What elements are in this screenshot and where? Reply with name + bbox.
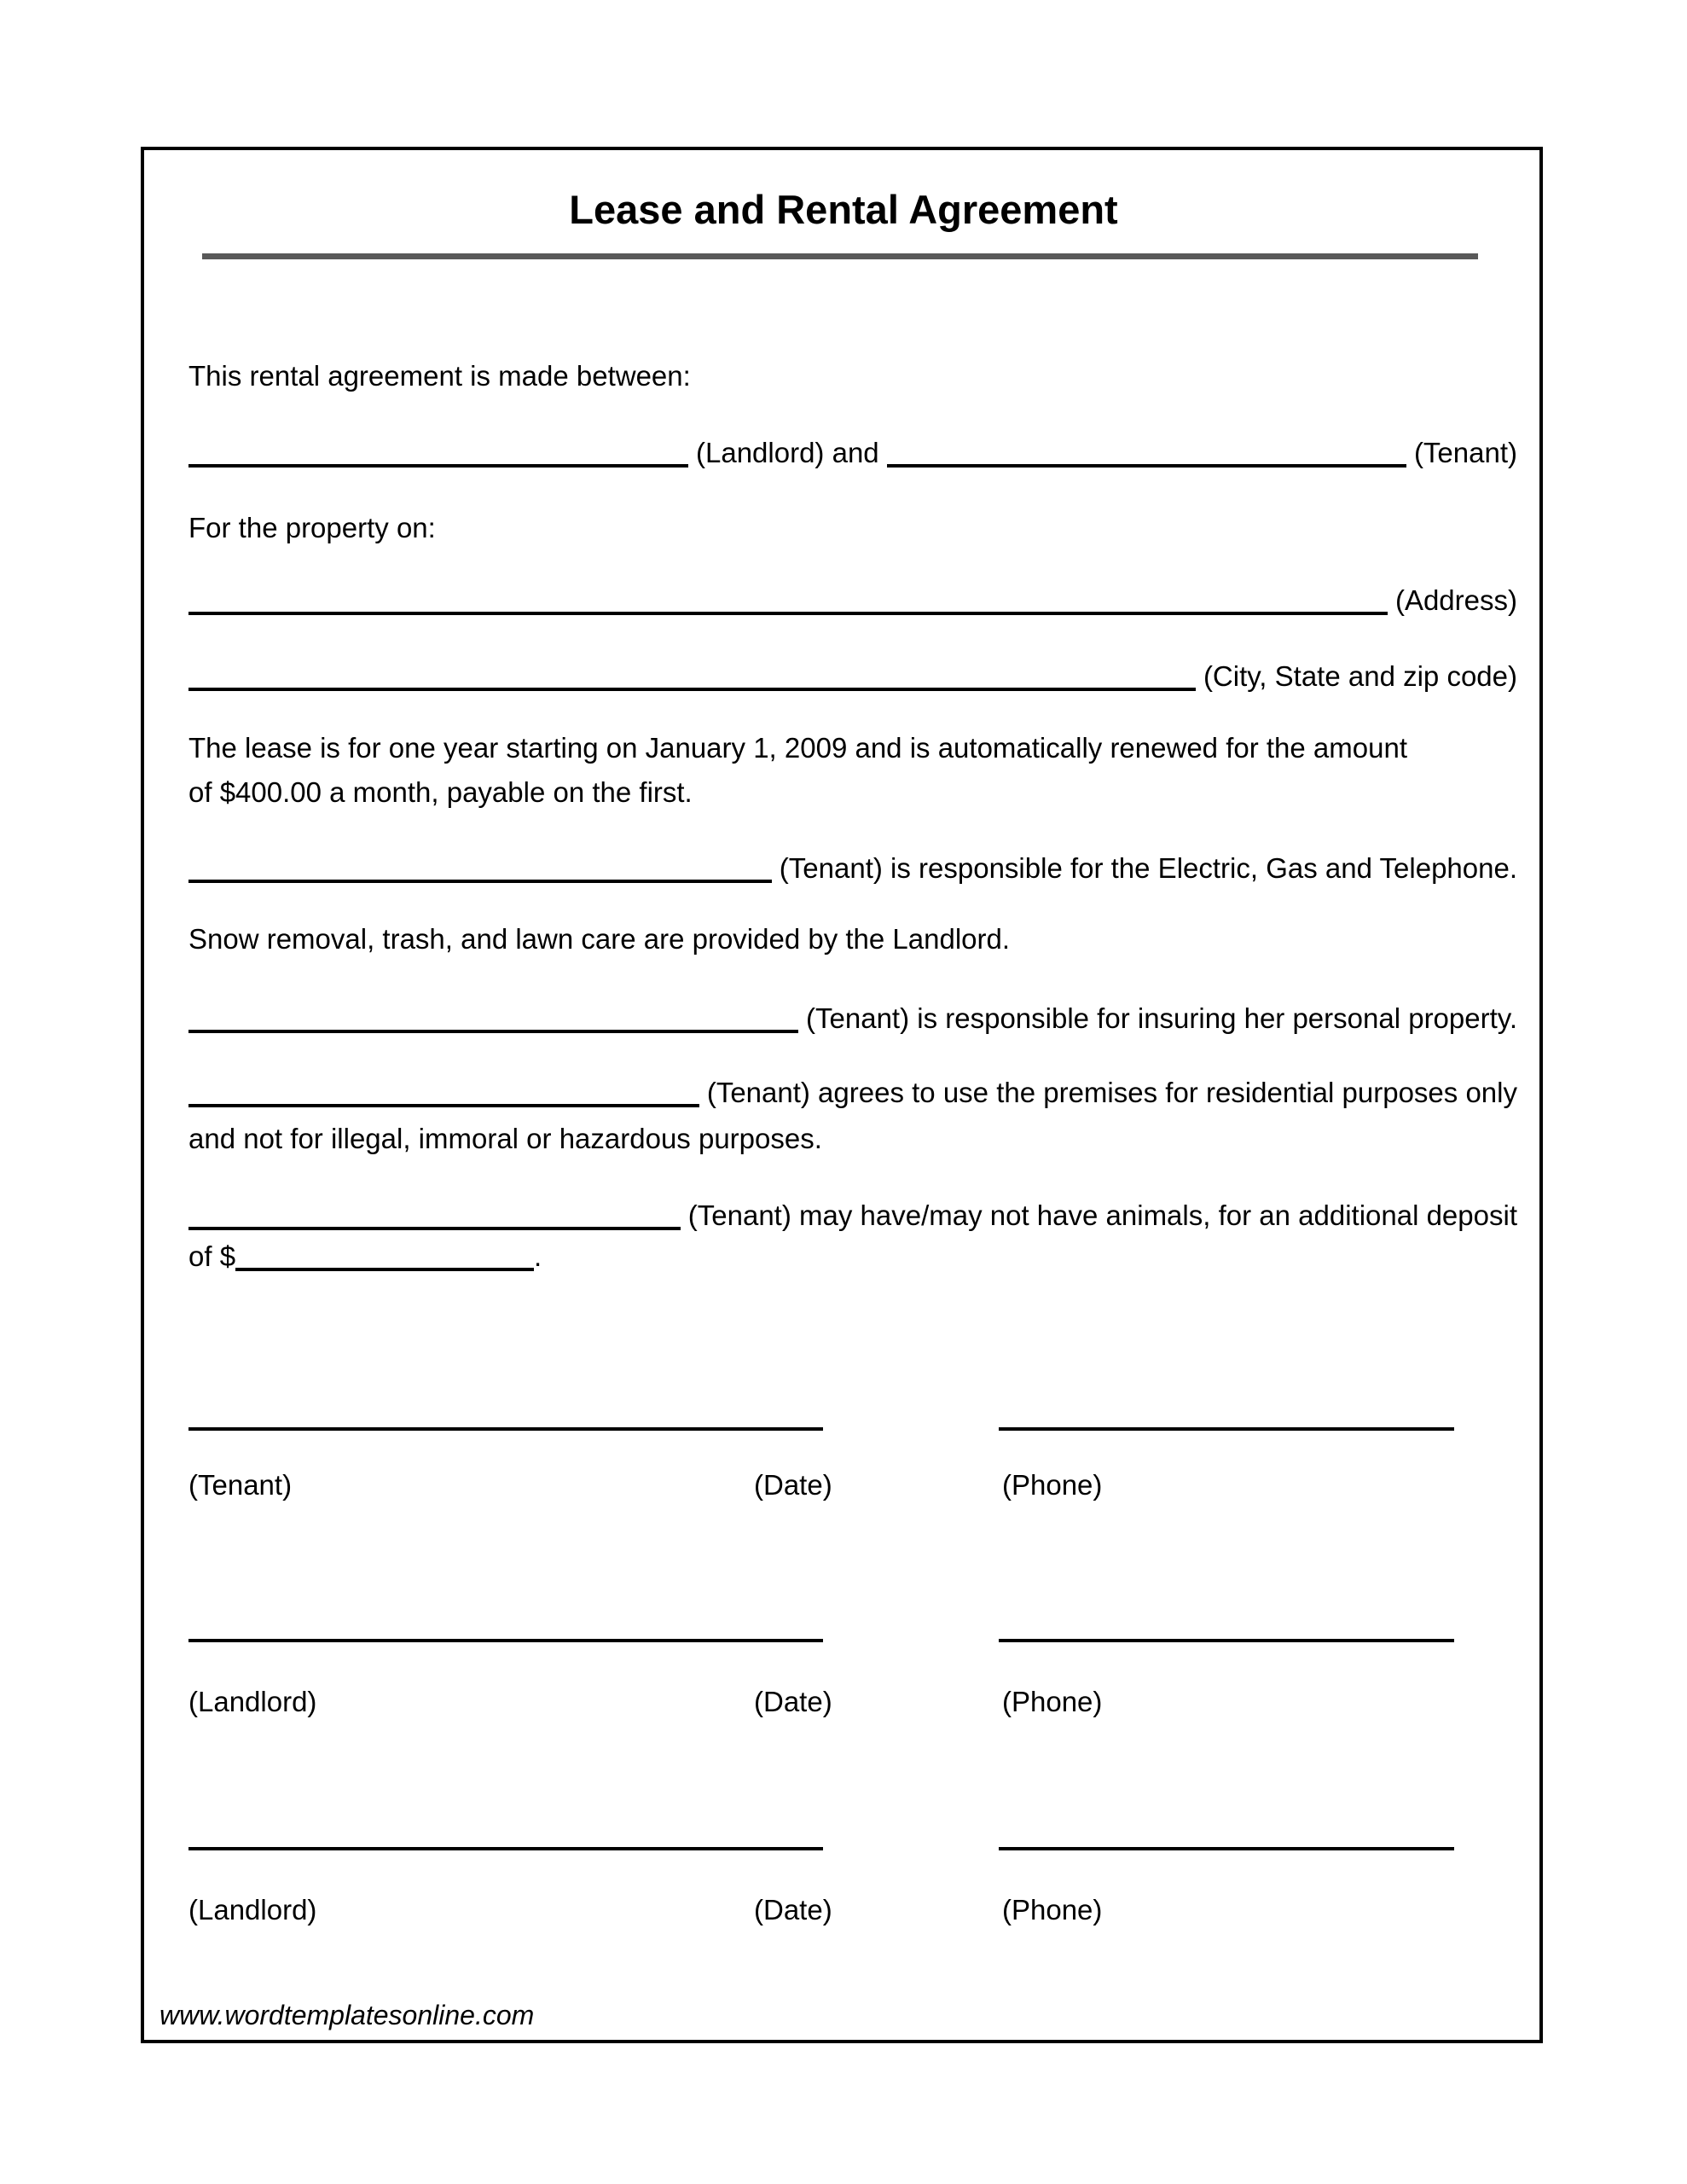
services-clause-text: Snow removal, trash, and lawn care are provided by the Landlord. xyxy=(188,923,1011,955)
landlord1-signature-labels xyxy=(0,1684,1687,1720)
tenant-signature-date-field[interactable] xyxy=(188,1427,823,1431)
premises-tenant-name-field[interactable] xyxy=(188,1104,699,1107)
landlord1-sign-label: (Landlord) xyxy=(188,1686,317,1717)
tenant-date-label: (Date) xyxy=(754,1469,832,1501)
landlord1-signature-date-field[interactable] xyxy=(188,1639,823,1642)
utilities-row xyxy=(188,851,1517,886)
animals-tenant-name-field[interactable] xyxy=(188,1227,681,1230)
city-state-zip-field[interactable] xyxy=(188,688,1196,691)
deposit-amount-field[interactable] xyxy=(235,1268,534,1271)
landlord2-phone-label: (Phone) xyxy=(1002,1894,1103,1926)
premises-row xyxy=(188,1075,1517,1111)
tenant-label: (Tenant) xyxy=(1413,437,1517,468)
lease-terms-line2: of $400.00 a month, payable on the first. xyxy=(188,776,693,808)
website-footer: www.wordtemplatesonline.com xyxy=(159,2000,535,2030)
tenant-name-field[interactable] xyxy=(887,464,1406,468)
insurance-clause-text: (Tenant) is responsible for insuring her personal property. xyxy=(806,1002,1517,1034)
landlord2-sign-label: (Landlord) xyxy=(188,1894,317,1926)
landlord2-phone-field[interactable] xyxy=(999,1847,1454,1850)
lease-terms-line1: The lease is for one year starting on January 1, 2009 and is automatically renewed for the amount xyxy=(188,732,1407,764)
animals-deposit-suffix: . xyxy=(534,1240,542,1272)
address-label: (Address) xyxy=(1394,584,1517,616)
insurance-row xyxy=(188,1001,1517,1037)
animals-row xyxy=(188,1198,1517,1234)
intro-text: This rental agreement is made between: xyxy=(188,360,691,392)
tenant-sign-label: (Tenant) xyxy=(188,1469,293,1501)
landlord1-date-label: (Date) xyxy=(754,1686,832,1717)
premises-clause-line1: (Tenant) agrees to use the premises for residential purposes only xyxy=(706,1077,1517,1108)
tenant-phone-label: (Phone) xyxy=(1002,1469,1103,1501)
animals-deposit-row xyxy=(188,1239,1517,1275)
address-row xyxy=(188,583,1517,619)
landlord2-signature-labels xyxy=(0,1892,1687,1928)
landlord2-date-label: (Date) xyxy=(754,1894,832,1926)
utilities-tenant-name-field[interactable] xyxy=(188,880,772,883)
premises-clause-line2: and not for illegal, immoral or hazardous purposes. xyxy=(188,1123,822,1154)
address-field[interactable] xyxy=(188,612,1388,615)
tenant-phone-field[interactable] xyxy=(999,1427,1454,1431)
tenant-signature-labels xyxy=(0,1467,1687,1503)
city-state-zip-label: (City, State and zip code) xyxy=(1203,660,1517,692)
landlord1-phone-label: (Phone) xyxy=(1002,1686,1103,1717)
landlord-label: (Landlord) and xyxy=(696,437,879,468)
insurance-tenant-name-field[interactable] xyxy=(188,1030,798,1033)
utilities-clause-text: (Tenant) is responsible for the Electric, Gas and Telephone. xyxy=(779,852,1517,884)
property-intro-text: For the property on: xyxy=(188,512,436,543)
landlord2-signature-date-field[interactable] xyxy=(188,1847,823,1850)
parties-row xyxy=(188,435,1517,471)
document-title: Lease and Rental Agreement xyxy=(569,187,1118,232)
title-divider xyxy=(202,253,1478,259)
animals-clause-line1: (Tenant) may have/may not have animals, for an additional deposit xyxy=(687,1199,1517,1231)
animals-deposit-prefix: of $ xyxy=(188,1240,236,1272)
landlord-name-field[interactable] xyxy=(188,464,688,468)
landlord1-phone-field[interactable] xyxy=(999,1639,1454,1642)
city-row xyxy=(188,659,1517,694)
